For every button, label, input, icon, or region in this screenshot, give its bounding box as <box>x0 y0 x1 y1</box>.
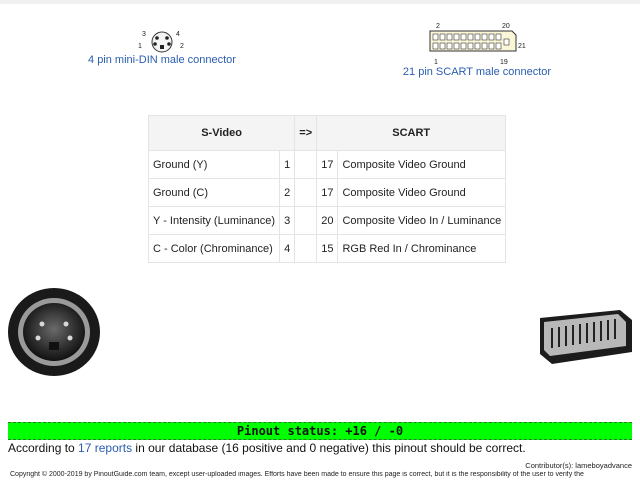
svideo-header: S-Video <box>149 116 295 151</box>
scart-pin-label: 21 <box>518 43 526 50</box>
svideo-signal: Ground (C) <box>149 179 280 207</box>
scart-pin-label: 20 <box>502 23 510 30</box>
mini-din-figure <box>86 28 238 66</box>
reports-summary <box>8 441 526 455</box>
mini-din-pin-label: 2 <box>180 43 184 50</box>
arrow-cell <box>295 235 317 263</box>
mini-din-pin-label: 1 <box>138 43 142 50</box>
svideo-pin: 1 <box>280 151 295 179</box>
scart-pin: 17 <box>317 179 338 207</box>
table-row <box>149 235 506 263</box>
svideo-signal: C - Color (Chrominance) <box>149 235 280 263</box>
table-header-row <box>149 116 506 151</box>
mini-din-pin-label: 3 <box>142 31 146 38</box>
scart-figure <box>398 20 556 78</box>
mini-din-caption[interactable]: 4 pin mini-DIN male connector <box>88 54 236 66</box>
pinout-status-bar: Pinout status: +16 / -0 <box>8 422 632 440</box>
svideo-signal: Y - Intensity (Luminance) <box>149 207 280 235</box>
contributors: Contributor(s): lameboyadvance <box>525 461 632 470</box>
scart-signal: RGB Red In / Chrominance <box>338 235 506 263</box>
scart-signal: Composite Video In / Luminance <box>338 207 506 235</box>
mini-din-connector-icon <box>136 28 188 54</box>
scart-pin: 15 <box>317 235 338 263</box>
svideo-pin: 2 <box>280 179 295 207</box>
scart-pin: 20 <box>317 207 338 235</box>
table-row <box>149 207 506 235</box>
svideo-plug-photo <box>8 288 106 380</box>
svideo-signal: Ground (Y) <box>149 151 280 179</box>
table-row <box>149 179 506 207</box>
mini-din-pin-label: 4 <box>176 31 180 38</box>
scart-pin-label: 1 <box>434 59 438 66</box>
scart-header: SCART <box>317 116 506 151</box>
copyright-notice: Copyright © 2000-2019 by PinoutGuide.com team, except user-uploaded images. Efforts have been made to ensure this page is correct, but it is the responsibility of the user to verify the <box>10 471 584 478</box>
scart-signal: Composite Video Ground <box>338 179 506 207</box>
table-row <box>149 151 506 179</box>
svideo-pin: 4 <box>280 235 295 263</box>
arrow-cell <box>295 151 317 179</box>
scart-pin-label: 19 <box>500 59 508 66</box>
scart-pin: 17 <box>317 151 338 179</box>
scart-pin-label: 2 <box>436 23 440 30</box>
arrow-cell <box>295 207 317 235</box>
scart-plug-photo <box>540 308 632 366</box>
scart-connector-icon <box>422 20 532 66</box>
reports-suffix: in our database (16 positive and 0 negative) this pinout should be correct. <box>132 441 526 455</box>
arrow-cell <box>295 179 317 207</box>
reports-link[interactable]: 17 reports <box>78 441 133 455</box>
reports-prefix: According to <box>8 441 79 455</box>
scart-caption[interactable]: 21 pin SCART male connector <box>402 66 552 78</box>
pinout-table <box>148 115 506 263</box>
arrow-header: => <box>295 116 317 151</box>
top-strip <box>0 0 640 4</box>
svideo-pin: 3 <box>280 207 295 235</box>
scart-signal: Composite Video Ground <box>338 151 506 179</box>
